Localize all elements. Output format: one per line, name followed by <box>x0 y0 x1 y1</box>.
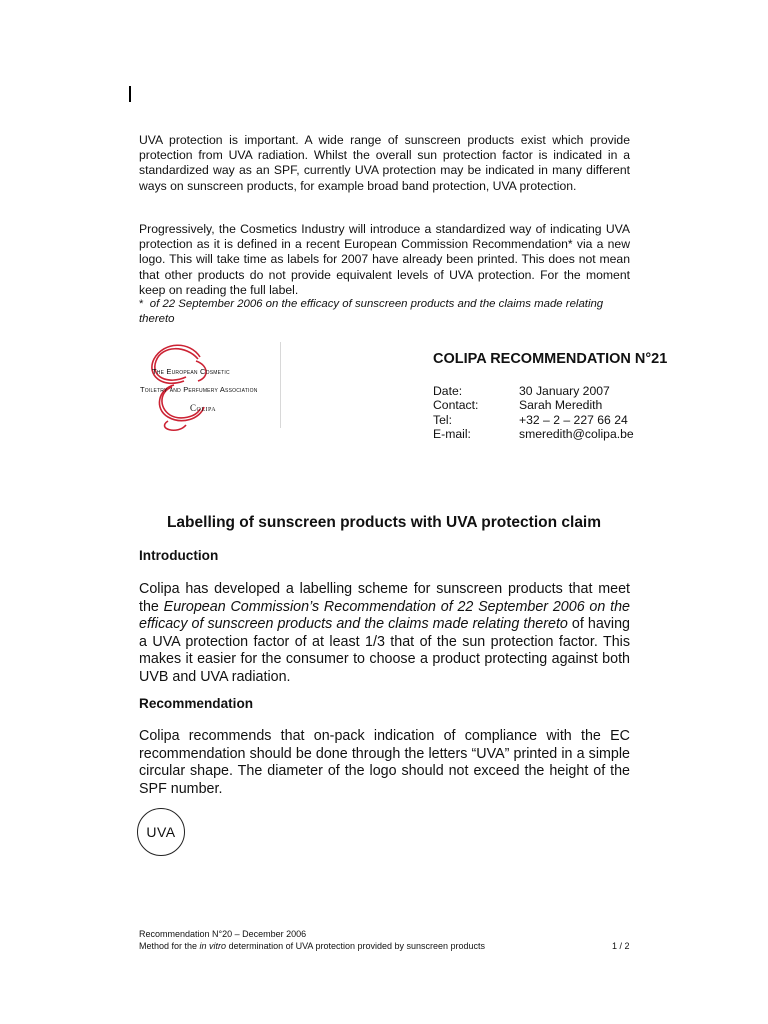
intro-text-2: of having a UVA protection factor of at least 1/3 that of the sun protection factor. This makes it easier for the consumer to choose a product protecting against both UVB and UVA radiation. <box>139 616 631 685</box>
footer-line-1: Recommendation N°20 – December 2006 <box>139 929 307 939</box>
email-value: smeredith@colipa.be <box>519 427 634 442</box>
footnote <box>139 297 639 327</box>
logo-divider <box>280 342 281 428</box>
logo-line-2: Toiletry and Perfumery Association <box>140 385 258 394</box>
logo-name: Colipa <box>190 403 217 413</box>
footer-text-b: determination of UVA protection provided by sunscreen products <box>226 941 486 951</box>
document-title: Labelling of sunscreen products with UVA protection claim <box>166 514 602 531</box>
intro-paragraph-1: UVA protection is important. A wide range of sunscreen products exist which provide protection from UVA radiation. Whilst the overall sun protection factor is indicated in a standardized way as an SPF, currently UVA protection may be indicated in many different ways on sunscreen products, for example broad band protection, UVA protection. <box>139 133 630 193</box>
recommendation-heading: COLIPA RECOMMENDATION N°21 <box>433 351 668 367</box>
recommendation-section-heading: Recommendation <box>139 696 254 711</box>
footer-text-a: Method for the <box>139 941 200 951</box>
meta-tel-row <box>433 413 634 427</box>
footnote-text: of 22 September 2006 on the efficacy of sunscreen products and the claims made relating thereto <box>139 298 604 325</box>
date-value: 30 January 2007 <box>519 384 610 398</box>
intro-text-italic: European Commission’s Recommendation of 22 September 2006 on the efficacy of sunscreen products and the claims made relating thereto <box>139 598 630 633</box>
tel-label: Tel: <box>433 412 452 427</box>
intro-paragraph-2: Progressively, the Cosmetics Industry will introduce a standardized way of indicating UVA protection as it is defined in a recent European Commission Recommendation* via a new logo. This will take time as labels for 2007 have already been printed. This does not mean that other products do not provide equivalent levels of UVA protection. For the moment keep on reading the full label. <box>139 222 630 297</box>
email-label: E-mail: <box>433 427 471 442</box>
contact-label: Contact: <box>433 398 479 413</box>
introduction-heading: Introduction <box>139 548 219 563</box>
meta-email-row <box>433 427 634 441</box>
footer-text-italic: in vitro <box>199 941 227 951</box>
page-number: 1 / 2 <box>612 941 630 951</box>
footer-line-2 <box>139 941 485 951</box>
logo-line-1: The European Cosmetic <box>152 367 230 376</box>
text-cursor <box>129 86 131 102</box>
uva-logo <box>137 808 185 856</box>
intro-text-1: Colipa has developed a labelling scheme for sunscreen products that meet the <box>139 581 630 615</box>
recommendation-paragraph: Colipa recommends that on-pack indication of compliance with the EC recommendation should be done through the letters “UVA” printed in a simple circular shape. The diameter of the logo should not exceed the height of the SPF number. <box>139 728 630 797</box>
introduction-paragraph <box>139 581 630 687</box>
meta-contact-row <box>433 398 634 412</box>
uva-logo-text: UVA <box>146 824 176 840</box>
footnote-star: * <box>139 298 144 310</box>
meta-date-row <box>433 384 634 398</box>
colipa-logo <box>138 337 288 437</box>
date-label: Date: <box>433 384 463 398</box>
tel-value: +32 – 2 – 227 66 24 <box>519 412 628 427</box>
recommendation-meta <box>433 384 634 442</box>
contact-value: Sarah Meredith <box>519 398 603 413</box>
